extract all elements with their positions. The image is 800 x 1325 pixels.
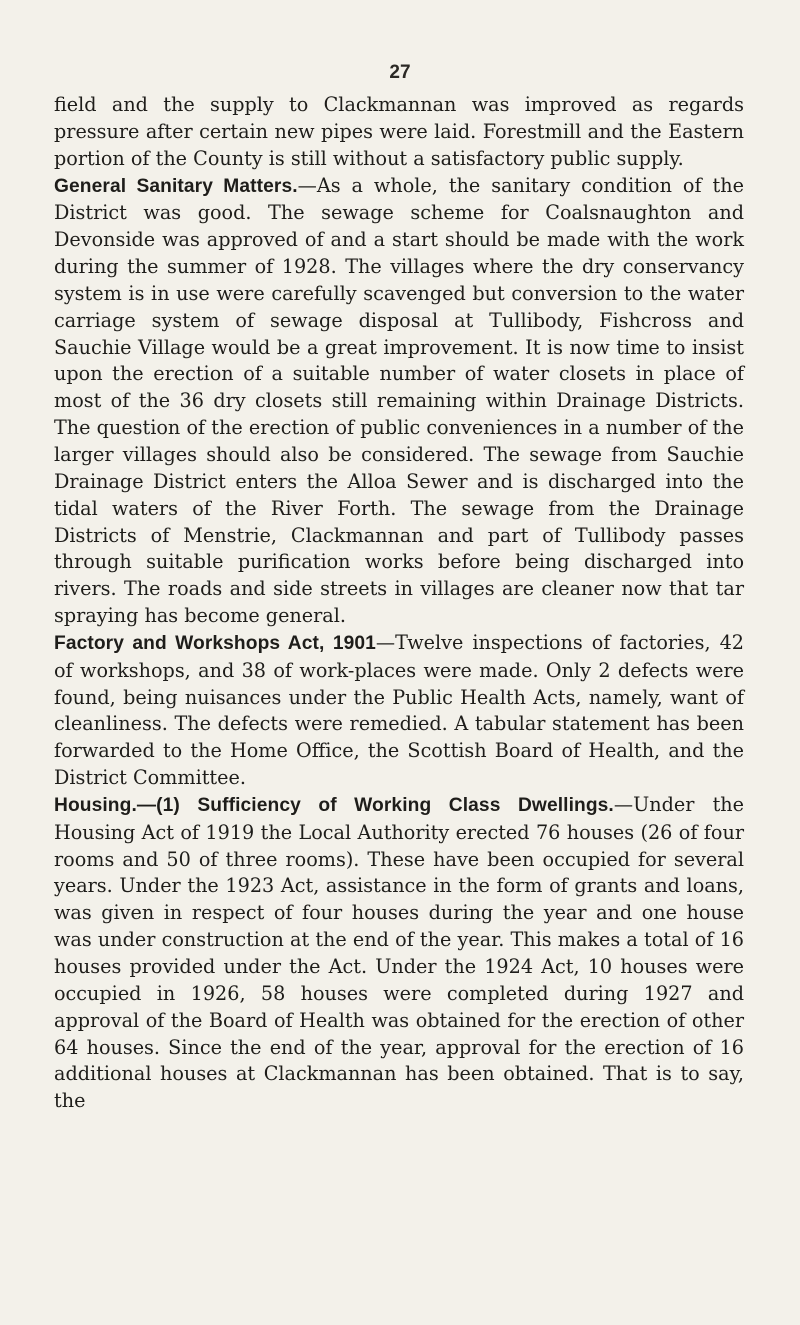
page-number: 27	[389, 62, 411, 83]
paragraph-sanitary-matters	[54, 173, 744, 630]
body-text	[54, 92, 744, 1115]
heading-general-sanitary-matters: General Sanitary Matters.	[54, 175, 298, 197]
heading-housing-sufficiency: Housing.—(1) Sufficiency of Working Class Dwellings.	[54, 794, 614, 816]
paragraph-housing	[54, 792, 744, 1115]
paragraph-water-supply: field and the supply to Clackmannan was improved as regards pressure after certain new pipes were laid. Forestmill and the Eastern portion of the County is still without a satisfactory public supply.	[54, 93, 744, 170]
factory-workshops-text: —Twelve inspections of factories, 42 of workshops, and 38 of work-places were made. Only 2 defects were found, being nuisances under the Public Health Acts, namely, want of cleanliness. The defects were remedied. A tabular statement has been forwarded to the Home Office, the Scottish Board of Health, and the District Committee.	[54, 630, 744, 790]
paragraph-factory-workshops	[54, 630, 744, 792]
sanitary-matters-text: —As a whole, the sanitary condition of the District was good. The sewage scheme for Coalsnaughton and Devonside was approved of and a start should be made with the work during the summer of 1928. The villages where the dry conservancy system is in use were carefully scavenged but conversion to the water carriage system of sewage disposal at Tullibody, Fishcross and Sauchie Village would be a great improvement. It is now time to insist upon the erection of a suitable number of water closets in place of most of the 36 dry closets still remaining within Drainage Districts. The question of the erection of public conveniences in a number of the larger villages should also be considered. The sewage from Sauchie Drainage District enters the Alloa Sewer and is discharged into the tidal waters of the River Forth. The sewage from the Drainage Districts of Menstrie, Clackmannan and part of Tullibody passes through suitable purification works before being discharged into rivers. The roads and side streets in villages are cleaner now that tar spraying has become general.	[54, 173, 744, 628]
housing-text: —Under the Housing Act of 1919 the Local Authority erected 76 houses (26 of four rooms and 50 of three rooms). These have been occupied for several years. Under the 1923 Act, assistance in the form of grants and loans, was given in respect of four houses during the year and one house was under construction at the end of the year. This makes a total of 16 houses provided under the Act. Under the 1924 Act, 10 houses were occupied in 1926, 58 houses were completed during 1927 and approval of the Board of Health was obtained for the erection of other 64 houses. Since the end of the year, approval for the erection of 16 additional houses at Clackmannan has been obtained. That is to say, the	[54, 792, 744, 1113]
heading-factory-workshops-act: Factory and Workshops Act, 1901	[54, 632, 376, 654]
